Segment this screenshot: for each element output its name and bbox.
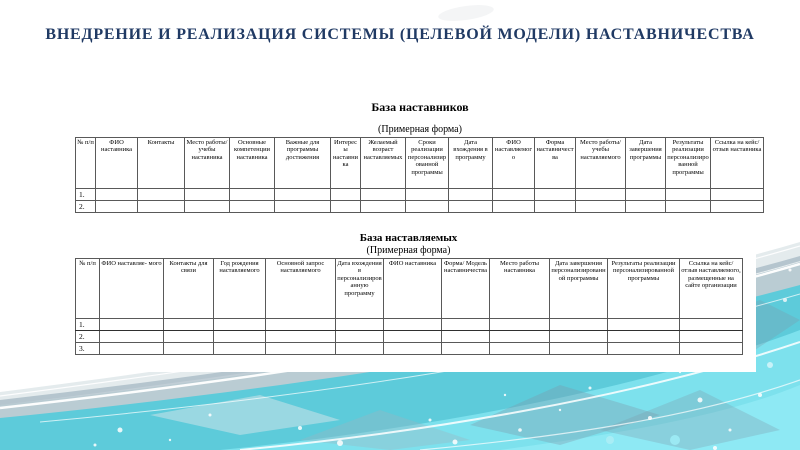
empty-cell (230, 189, 275, 201)
column-header: Контакты для связи (164, 259, 214, 319)
column-header: Интересы наставника (331, 138, 361, 189)
column-header: Результаты реализации персонализированной программы (666, 138, 711, 189)
column-header: Основной запрос наставляемого (266, 259, 336, 319)
empty-cell (490, 343, 550, 355)
empty-cell (490, 331, 550, 343)
empty-cell (214, 343, 266, 355)
mentors-table-title: База наставников (371, 100, 469, 114)
empty-cell (275, 189, 331, 201)
row-number: 1. (76, 189, 96, 201)
empty-cell (361, 201, 406, 213)
empty-cell (384, 343, 442, 355)
column-header: ФИО наставляемого (493, 138, 535, 189)
empty-cell (96, 201, 138, 213)
empty-cell (535, 201, 576, 213)
empty-cell (336, 343, 384, 355)
empty-cell (666, 189, 711, 201)
empty-cell (608, 331, 680, 343)
empty-cell (576, 201, 626, 213)
empty-cell (406, 189, 449, 201)
empty-cell (449, 189, 493, 201)
empty-cell (608, 343, 680, 355)
empty-cell (711, 201, 764, 213)
empty-cell (406, 201, 449, 213)
mentors-table-subtitle: (Примерная форма) (378, 124, 462, 135)
empty-cell (442, 319, 490, 331)
empty-cell (493, 201, 535, 213)
empty-cell (711, 189, 764, 201)
column-header: Дата вхождения в персонализированную программу (336, 259, 384, 319)
empty-cell (164, 343, 214, 355)
empty-cell (608, 319, 680, 331)
column-header: Основные компетенции наставника (230, 138, 275, 189)
top-swoosh-decoration (437, 2, 494, 24)
row-number: 2. (76, 201, 96, 213)
mentees-table-subtitle: (Примерная форма) (366, 245, 451, 256)
empty-cell (550, 331, 608, 343)
column-header: ФИО наставляе- мого (100, 259, 164, 319)
empty-cell (535, 189, 576, 201)
column-header: Год рождения наставляемого (214, 259, 266, 319)
empty-cell (576, 189, 626, 201)
empty-cell (138, 189, 185, 201)
column-header: Форма наставничества (535, 138, 576, 189)
column-header: Дата завершения программы (626, 138, 666, 189)
mentors-table (75, 137, 764, 213)
empty-cell (214, 319, 266, 331)
empty-cell (214, 331, 266, 343)
empty-cell (331, 189, 361, 201)
empty-cell (266, 343, 336, 355)
empty-cell (96, 189, 138, 201)
empty-cell (138, 201, 185, 213)
empty-cell (336, 331, 384, 343)
empty-cell (442, 343, 490, 355)
row-number: 1. (76, 319, 100, 331)
column-header: Ссылка на кейс/отзыв наставника (711, 138, 764, 189)
empty-cell (493, 189, 535, 201)
mentees-table-title: База наставляемых (359, 232, 458, 244)
column-header: ФИО наставника (96, 138, 138, 189)
empty-cell (266, 331, 336, 343)
column-header: Желаемый возраст наставляемых (361, 138, 406, 189)
column-header: Дата завершения персонализированной программы (550, 259, 608, 319)
empty-cell (449, 201, 493, 213)
empty-cell (384, 319, 442, 331)
empty-cell (266, 319, 336, 331)
empty-cell (550, 343, 608, 355)
empty-cell (100, 343, 164, 355)
mentees-table (75, 258, 743, 355)
row-number: 3. (76, 343, 100, 355)
column-header: ФИО наставника (384, 259, 442, 319)
empty-cell (384, 331, 442, 343)
column-header: Место работы/учебы наставляемого (576, 138, 626, 189)
empty-cell (680, 331, 743, 343)
empty-cell (164, 331, 214, 343)
empty-cell (442, 331, 490, 343)
column-header: Ссылка на кейс/отзыв наставляемого, размещенные на сайте организации (680, 259, 743, 319)
empty-cell (626, 201, 666, 213)
empty-cell (680, 319, 743, 331)
empty-cell (185, 201, 230, 213)
empty-cell (164, 319, 214, 331)
empty-cell (100, 319, 164, 331)
empty-cell (626, 189, 666, 201)
empty-cell (230, 201, 275, 213)
empty-cell (550, 319, 608, 331)
column-header: Важные для программы достижения (275, 138, 331, 189)
column-header: Место работы/ учебы наставника (185, 138, 230, 189)
column-header: № п/п (76, 259, 100, 319)
empty-cell (100, 331, 164, 343)
empty-cell (666, 201, 711, 213)
slide-title: ВНЕДРЕНИЕ И РЕАЛИЗАЦИЯ СИСТЕМЫ (ЦЕЛЕВОЙ МОДЕЛИ) НАСТАВНИЧЕСТВА (45, 26, 755, 43)
column-header: Сроки реализации персонализированной программы (406, 138, 449, 189)
empty-cell (275, 201, 331, 213)
empty-cell (185, 189, 230, 201)
empty-cell (680, 343, 743, 355)
column-header: № п/п (76, 138, 96, 189)
column-header: Дата вхождения в программу (449, 138, 493, 189)
empty-cell (490, 319, 550, 331)
empty-cell (331, 201, 361, 213)
column-header: Место работы наставника (490, 259, 550, 319)
row-number: 2. (76, 331, 100, 343)
column-header: Форма/ Модель наставничества (442, 259, 490, 319)
column-header: Результаты реализации персонализированной программы (608, 259, 680, 319)
column-header: Контакты (138, 138, 185, 189)
empty-cell (336, 319, 384, 331)
empty-cell (361, 189, 406, 201)
